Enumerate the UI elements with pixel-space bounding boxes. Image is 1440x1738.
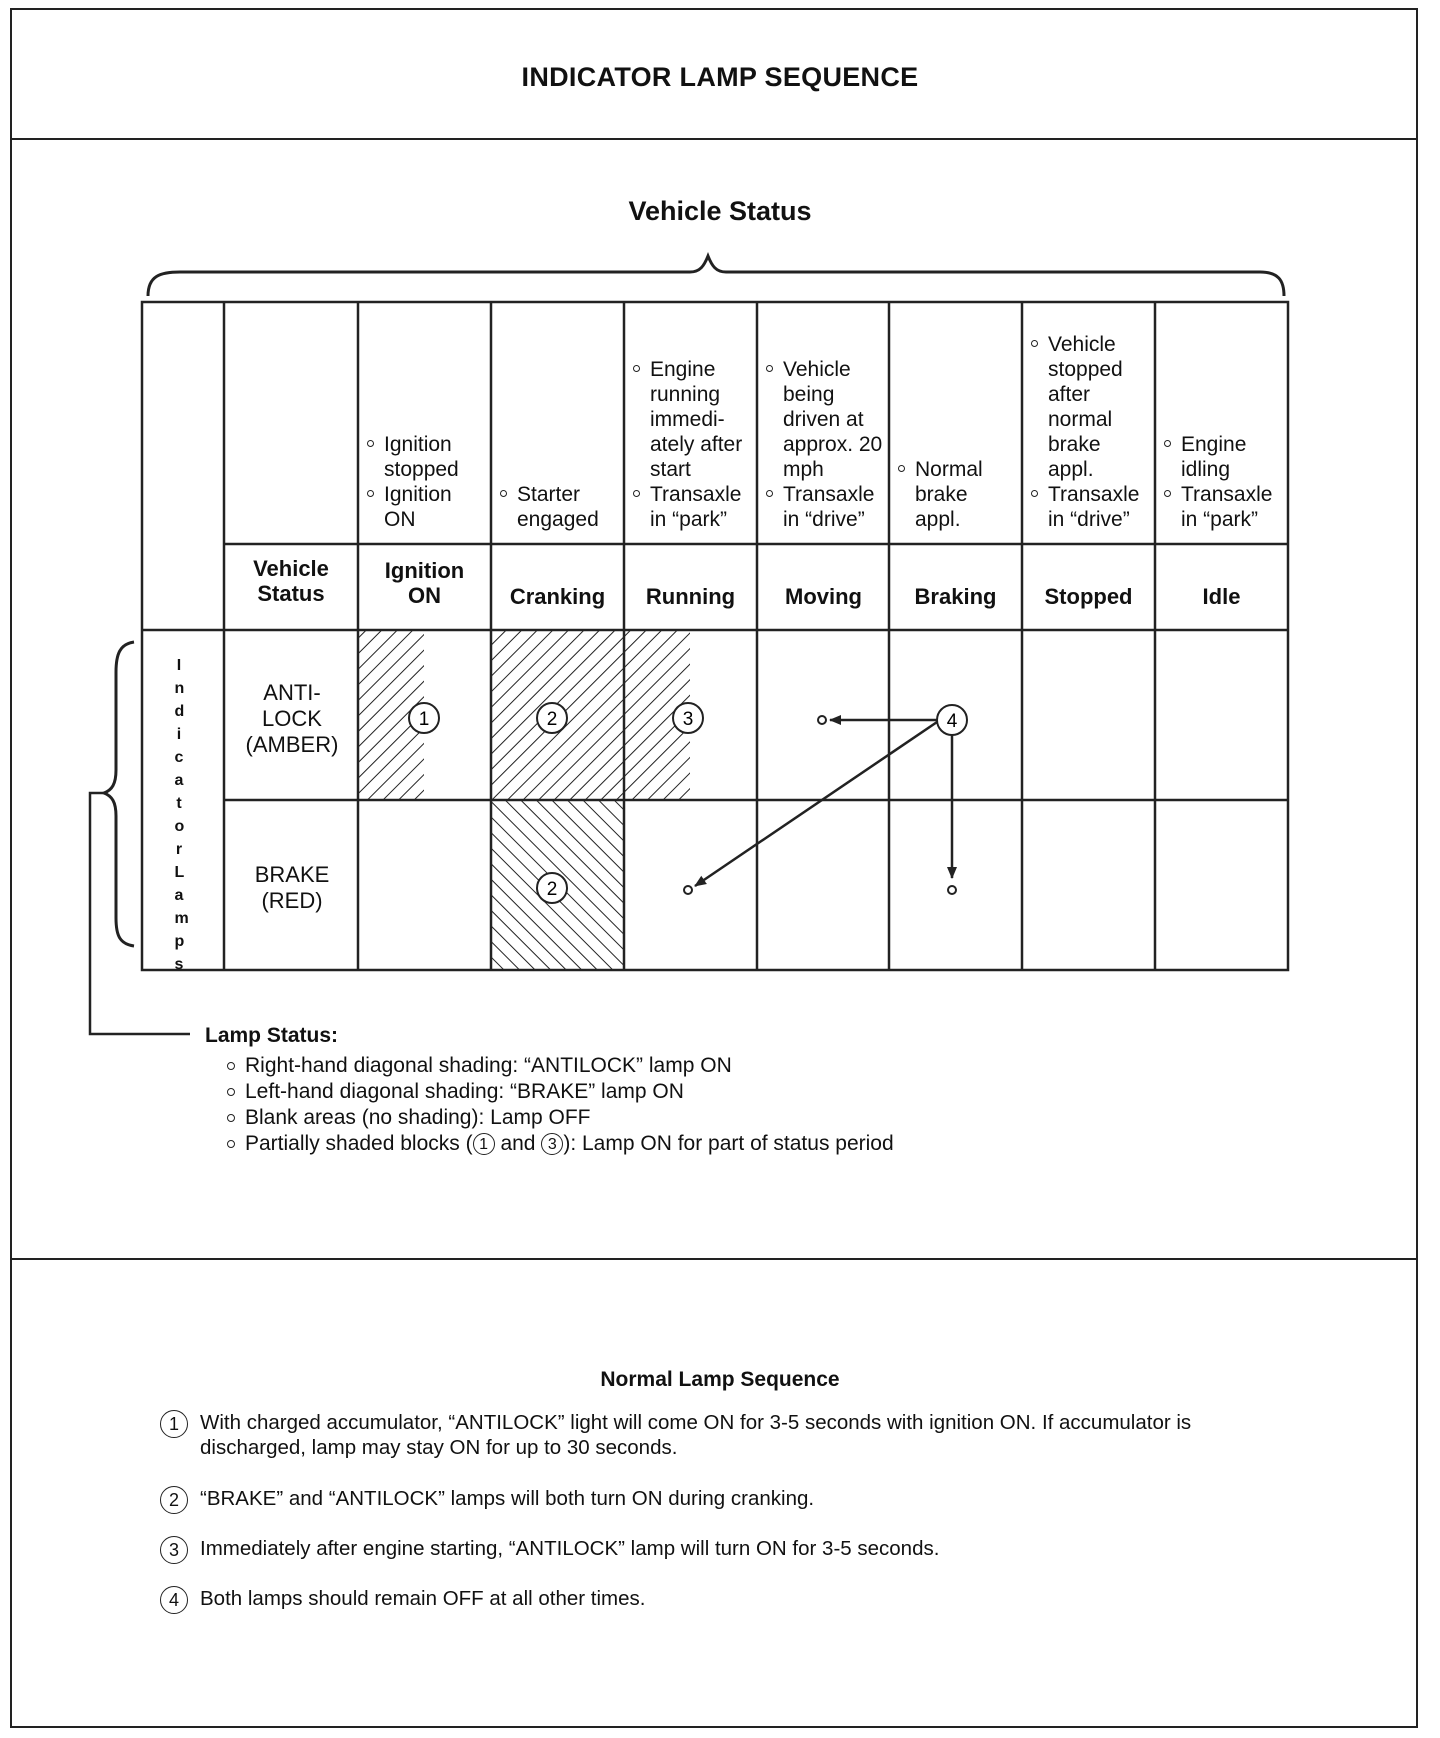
condition-text: Ignition stopped — [366, 432, 487, 482]
status-header-1: Ignition ON — [384, 558, 465, 608]
condition-text: Transaxle in “drive” — [765, 482, 886, 532]
condition-cell-1 — [366, 432, 487, 532]
legend-item-blank: Blank areas (no shading): Lamp OFF — [227, 1105, 894, 1131]
normal-lamp-sequence-title: Normal Lamp Sequence — [600, 1368, 840, 1391]
condition-text: Transaxle in “park” — [632, 482, 753, 532]
condition-text: Transaxle in “park” — [1163, 482, 1284, 532]
condition-text: Vehicle being driven at approx. 20 mph — [765, 357, 886, 482]
note-3-number: 3 — [160, 1536, 188, 1564]
condition-text: Normal brake appl. — [897, 457, 1018, 532]
row-header-vehicle-status: Vehicle Status — [253, 556, 329, 606]
condition-text: Vehicle stopped after normal brake appl. — [1030, 332, 1151, 482]
marker-1-label: 1 — [418, 709, 430, 730]
legend-circle-3: 3 — [541, 1133, 563, 1155]
status-header-7: Idle — [1202, 584, 1241, 609]
legend-title: Lamp Status: — [205, 1024, 339, 1047]
marker-3 — [673, 703, 703, 733]
condition-cell-3 — [632, 357, 753, 532]
legend-partial-pre: Partially shaded blocks ( — [245, 1132, 473, 1155]
marker-2-brake-label: 2 — [546, 879, 558, 900]
legend-item-left-hatch: Left-hand diagonal shading: “BRAKE” lamp ON — [227, 1079, 894, 1105]
note-1-number: 1 — [160, 1410, 188, 1438]
lamp-label-brake: BRAKE (RED) — [254, 862, 330, 913]
marker-4 — [937, 705, 967, 735]
status-header-6: Stopped — [1044, 584, 1133, 609]
lamp-status-legend — [205, 1023, 894, 1157]
condition-text: Engine running immedi- ately after start — [632, 357, 753, 482]
note-4 — [160, 1586, 1280, 1611]
condition-cell-4 — [765, 357, 886, 532]
condition-cell-2 — [499, 482, 620, 532]
condition-cell-6 — [1030, 332, 1151, 532]
condition-text: Starter engaged — [499, 482, 620, 532]
marker-1 — [409, 703, 439, 733]
indicator-lamps-vertical-label — [150, 654, 208, 976]
note-2 — [160, 1486, 1280, 1511]
note-3-text: Immediately after engine starting, “ANTILOCK” lamp will turn ON for 3-5 seconds. — [200, 1537, 940, 1560]
marker-2-antilock — [537, 703, 567, 733]
indicator-lamps-brace — [104, 642, 134, 946]
legend-partial-and: and — [500, 1132, 536, 1155]
legend-circle-1: 1 — [473, 1133, 495, 1155]
lamp-label-antilock: ANTI- LOCK (AMBER) — [245, 680, 339, 757]
marker-3-label: 3 — [682, 709, 694, 730]
legend-item-right-hatch: Right-hand diagonal shading: “ANTILOCK” lamp ON — [227, 1053, 894, 1079]
condition-text: Ignition ON — [366, 482, 487, 532]
indicator-lamps-text: Indicator Lamps — [174, 657, 189, 973]
status-header-5: Braking — [914, 584, 997, 609]
endpoint-brake-braking — [948, 886, 956, 894]
condition-cell-5 — [897, 457, 1018, 532]
marker-4-label: 4 — [946, 711, 958, 732]
condition-cell-7 — [1163, 432, 1284, 532]
note-1-text: With charged accumulator, “ANTILOCK” light will come ON for 3-5 seconds with ignition ON. If accumulator is discharged, lamp may stay ON for up to 30 seconds. — [200, 1411, 1192, 1459]
note-2-text: “BRAKE” and “ANTILOCK” lamps will both turn ON during cranking. — [200, 1487, 815, 1510]
note-3 — [160, 1536, 1280, 1561]
legend-item-partial — [227, 1131, 894, 1157]
endpoint-antilock-moving — [818, 716, 826, 724]
condition-text: Transaxle in “drive” — [1030, 482, 1151, 532]
page-title: INDICATOR LAMP SEQUENCE — [521, 62, 919, 92]
status-header-4: Moving — [785, 584, 862, 609]
arrow-to-brake-running — [695, 720, 940, 886]
status-header-3: Running — [645, 584, 736, 609]
note-4-number: 4 — [160, 1586, 188, 1614]
vehicle-status-brace — [148, 256, 1284, 296]
vehicle-status-title: Vehicle Status — [628, 196, 812, 226]
status-header-2: Cranking — [509, 584, 606, 609]
marker-2-brake — [537, 873, 567, 903]
legend-partial-post: ): Lamp ON for part of status period — [563, 1132, 894, 1155]
marker-2-antilock-label: 2 — [546, 709, 558, 730]
endpoint-brake-running — [684, 886, 692, 894]
note-1 — [160, 1410, 1280, 1460]
note-2-number: 2 — [160, 1486, 188, 1514]
note-4-text: Both lamps should remain OFF at all other times. — [200, 1587, 646, 1610]
condition-text: Engine idling — [1163, 432, 1284, 482]
